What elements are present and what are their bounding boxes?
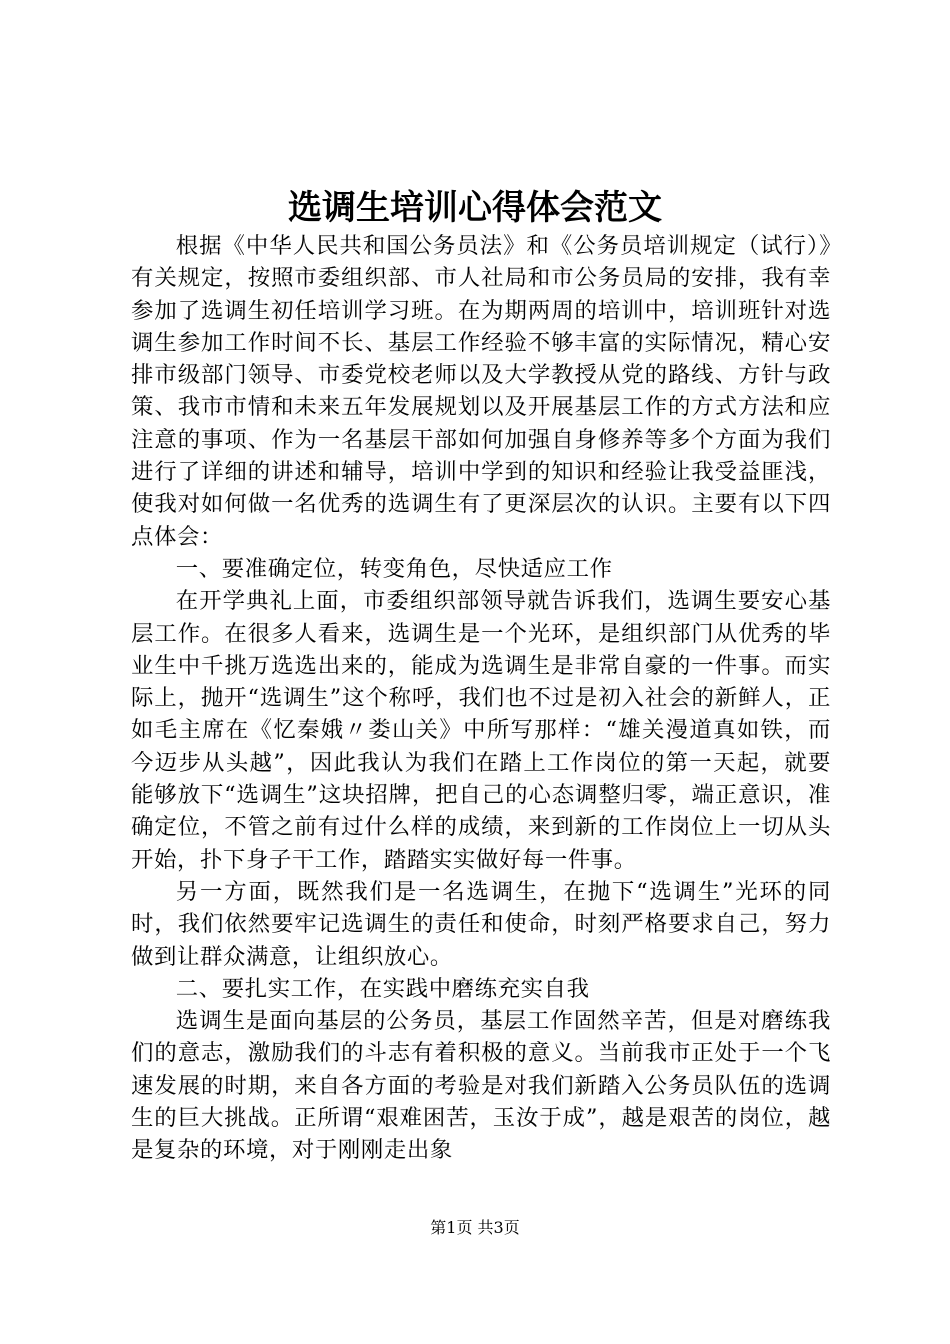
paragraph-section-1b: 另一方面，既然我们是一名选调生，在抛下“选调生”光环的同时，我们依然要牢记选调生的责任和使命，时刻严格要求自己，努力做到让群众满意，让组织放心。 [131,878,831,970]
paragraph-section-1a: 在开学典礼上面，市委组织部领导就告诉我们，选调生要安心基层工作。在很多人看来，选调生是一个光环，是组织部门从优秀的毕业生中千挑万选选出来的，能成为选调生是非常自豪的一件事。而实际上，抛开“选调生”这个称呼，我们也不过是初入社会的新鲜人，正如毛主席在《忆秦娥〃娄山关》中所写那样：“雄关漫道真如铁，而今迈步从头越”，因此我认为我们在踏上工作岗位的第一天起，就要能够放下“选调生”这块招牌，把自己的心态调整归零，端正意识，准确定位，不管之前有过什么样的成绩，来到新的工作岗位上一切从头开始，扑下身子干工作，踏踏实实做好每一件事。 [131,588,831,873]
section-heading-2: 二、要扎实工作，在实践中磨练充实自我 [175,975,590,1002]
paragraph-intro: 根据《中华人民共和国公务员法》和《公务员培训规定（试行）》有关规定，按照市委组织部、市人社局和市公务员局的安排，我有幸参加了选调生初任培训学习班。在为期两周的培训中，培训班针对选调生参加工作时间不长、基层工作经验不够丰富的实际情况，精心安排市级部门领导、市委党校老师以及大学教授从党的路线、方针与政策、我市市情和未来五年发展规划以及开展基层工作的方式方法和应注意的事项、作为一名基层干部如何加强自身修养等多个方面为我们进行了详细的讲述和辅导，培训中学到的知识和经验让我受益匪浅，使我对如何做一名优秀的选调生有了更深层次的认识。主要有以下四点体会： [131,233,831,550]
document-title: 选调生培训心得体会范文 [288,188,662,228]
paragraph-section-2a: 选调生是面向基层的公务员，基层工作固然辛苦，但是对磨练我们的意志，激励我们的斗志有着积极的意义。当前我市正处于一个飞速发展的时期，来自各方面的考验是对我们新踏入公务员队伍的选调生的巨大挑战。正所谓“艰难困苦，玉汝于成”，越是艰苦的岗位，越是复杂的环境，对于刚刚走出象 [131,1008,831,1164]
document-body [131,230,831,1167]
section-heading-1: 一、要准确定位，转变角色，尽快适应工作 [175,555,613,582]
page-number: 第1页 共3页 [430,1218,520,1237]
